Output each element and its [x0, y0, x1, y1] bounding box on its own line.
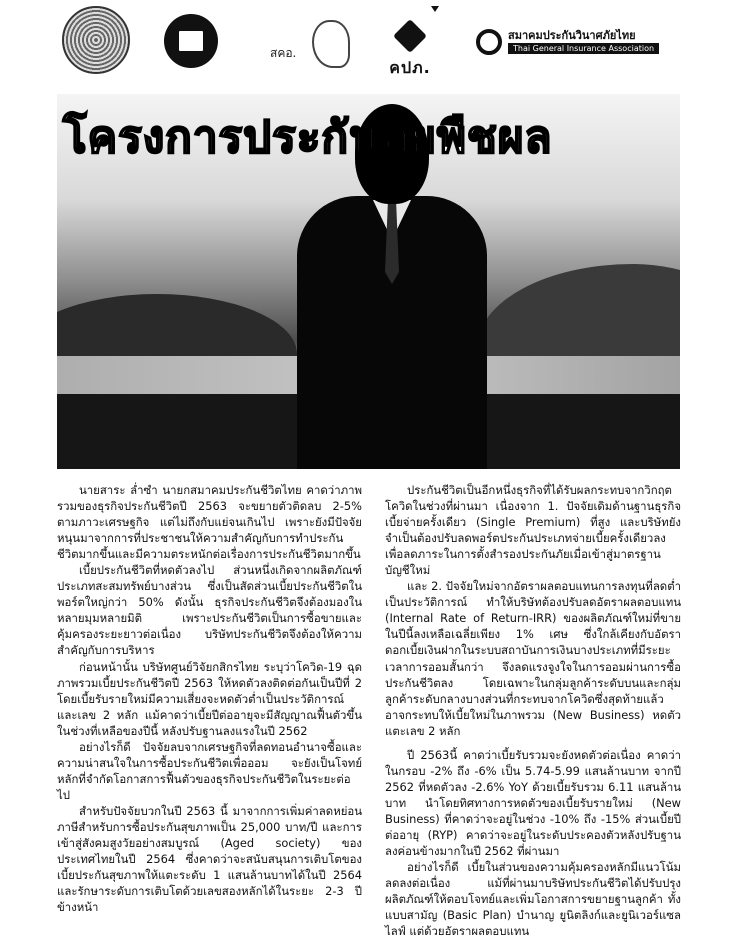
article-photo	[57, 94, 680, 469]
paragraph: สำหรับปัจจัยบวกในปี 2563 นี้ มาจากการเพิ่มค่าลดหย่อนภาษีสำหรับการซื้อประกันสุขภาพเป็น 25,000 บาท/ปี และการเข้าสู่สังคมสูงวัยอย่างสมบูรณ์ (Aged society) ของประเทศไทยในปี 2564 ซึ่งคาดว่าจะสนับสนุนการเติบโตของเบี้ยประกันสุขภาพให้แตะระดับ 1 แสนล้านบาทได้ในปี 2564 และรักษาระดับการเติบโตด้วยเลขสองหลักได้ในระยะ 2-3 ปีข้างหน้า	[57, 803, 362, 915]
paragraph: นายสาระ ล่ำซำ นายกสมาคมประกันชีวิตไทย คาดว่าภาพรวมของธุรกิจประกันชีวิตปี 2563 จะขยายตัวติดลบ 2-5% ตามภาวะเศรษฐกิจ แต่ไม่ถึงกับแย่จนเกินไป เพราะยังมีปัจจัยหนุนมาจากการที่ประชาชนให้ความสำคัญกับการทำประกันชีวิตมากขึ้นและมีความตระหนักต่อเรื่องการประกันชีวิตมากขึ้น	[57, 483, 362, 562]
government-seal-logo	[62, 6, 130, 74]
paragraph: อย่างไรก็ดี เบี้ยในส่วนของความคุ้มครองหลักมีแนวโน้มลดลงต่อเนื่อง แม้ที่ผ่านมาบริษัทประกันชีวิตได้ปรับปรุงผลิตภัณฑ์ให้ตอบโจทย์และเพิ่มโอกาสการขยายฐานลูกค้า ทั้งแบบสามัญ (Basic Plan) บำนาญ ยูนิตลิงก์และยูนิเวอร์แซลไลฟ์ แต่ด้วยอัตราผลตอบแทน	[385, 860, 681, 939]
script-logo	[270, 44, 296, 63]
article-right-column	[385, 482, 681, 939]
tgia-logo	[476, 26, 688, 60]
paragraph: ก่อนหน้านั้น บริษัทศูนย์วิจัยกสิกรไทย ระบุว่าโควิด-19 ฉุดภาพรวมเบี้ยประกันชีวิตปี 2563 ให้หดตัวลงติดต่อกันเป็นปีที่ 2 โดยเบี้ยรับรายใหม่มีความเสี่ยงจะหดตัวต่ำเป็นประวัติการณ์และเลข 2 หลัก แม้คาดว่าเบี้ยปีต่ออายุจะมีสัญญาณฟื้นตัวขึ้นในช่วงที่เหลือของปีนี้ หลังปรับฐานลงแรงในปี 2562	[57, 659, 362, 738]
article-left-column	[57, 482, 362, 915]
paragraph: ปี 2563นี้ คาดว่าเบี้ยรับรวมจะยังหดตัวต่อเนื่อง คาดว่าในกรอบ -2% ถึง -6% เป็น 5.74-5.99 แสนล้านบาท จากปี 2562 ที่หดตัวลง -2.6% YoY ด้วยเบี้ยรับรวม 6.11 แสนล้านบาท นำโดยทิศทางการหดตัวของเบี้ยรับรายใหม่ (New Business) ที่คาดว่าจะอยู่ในช่วง -10% ถึง -15% ส่วนเบี้ยปีต่ออายุ (RYP) คาดว่าจะอยู่ในระดับประคองตัวหลังปรับฐานลงค่อนข้างมากในปี 2562 ที่ผ่านมา	[385, 747, 681, 859]
diamond-icon	[393, 19, 427, 53]
page-marker	[431, 6, 439, 12]
paragraph: อย่างไรก็ดี ปัจจัยลบจากเศรษฐกิจที่ลดทอนอำนาจซื้อและความน่าสนใจในการซื้อประกันชีวิตเพื่อออม จะยังเป็นโจทย์หลักที่จำกัดโอกาสการฟื้นตัวของธุรกิจประกันชีวิตในระยะต่อไป	[57, 739, 362, 802]
headline: โครงการประกันภัยพืชผล	[63, 112, 553, 163]
tgia-name-english: Thai General Insurance Association	[508, 43, 659, 54]
oic-logo-text: คปภ.	[389, 58, 431, 77]
oic-logo	[375, 20, 445, 81]
script-logo-text: สคอ.	[270, 46, 297, 60]
paragraph: และ 2. ปัจจัยใหม่จากอัตราผลตอบแทนการลงทุนที่ลดต่ำเป็นประวัติการณ์ ทำให้บริษัทต้องปรับลดอัตราผลตอบแทน (Internal Rate of Return-IRR) ของผลิตภัณฑ์ใหม่ที่ขายในปีนี้ลงเหลือเฉลี่ยเพียง 1% เศษ ซึ่งใกล้เคียงกับอัตราดอกเบี้ยเงินฝากในระบบสถาบันการเงินบางประเภทที่มีระยะเวลาการออมสั้นกว่า จึงลดแรงจูงใจในการออมผ่านการซื้อประกันชีวิตลง โดยเฉพาะในกลุ่มลูกค้าระดับบนและกลุ่มลูกค้าระดับกลางบางส่วนที่กระทบจากโควิดซึ่งสุดท้ายแล้วอาจกระทบให้เบี้ยใหม่ในภาพรวม (New Business) หดตัวแตะเลข 2 หลัก	[385, 579, 681, 738]
ring-icon	[476, 29, 502, 55]
paragraph: เบี้ยประกันชีวิตที่หดตัวลงไป ส่วนหนึ่งเกิดจากผลิตภัณฑ์ประเภทสะสมทรัพย์บางส่วน ซึ่งเป็นสัดส่วนเบี้ยประกันชีวิตในพอร์ตใหญ่กว่า 50% ดังนั้น ธุรกิจประกันชีวิตจึงต้องมองในหลายมุมหลายมิติ เพราะประกันชีวิตเป็นการซื้อขายและคุ้มครองระยะยาวต่อเนื่อง บริษัทประกันชีวิตจึงต้องให้ความสำคัญกับการบริหาร	[57, 563, 362, 658]
tgia-name-thai: สมาคมประกันวินาศภัยไทย	[508, 29, 636, 42]
paragraph: ประกันชีวิตเป็นอีกหนึ่งธุรกิจที่ได้รับผลกระทบจากวิกฤตโควิดในช่วงที่ผ่านมา เนื่องจาก 1. ปัจจัยเดิมด้านฐานธุรกิจเบี้ยจ่ายครั้งเดียว (Single Premium) ที่สูง และบริษัทยังจำเป็นต้องปรับลดพอร์ตประกันประเภทจ่ายเบี้ยครั้งเดียวลงเพื่อลดภาระในการตั้งสำรองประกันภัยเมื่อเข้าสู่มาตรฐานบัญชีใหม่	[385, 483, 681, 578]
bank-logo	[164, 14, 218, 68]
logo-bar	[0, 0, 737, 90]
